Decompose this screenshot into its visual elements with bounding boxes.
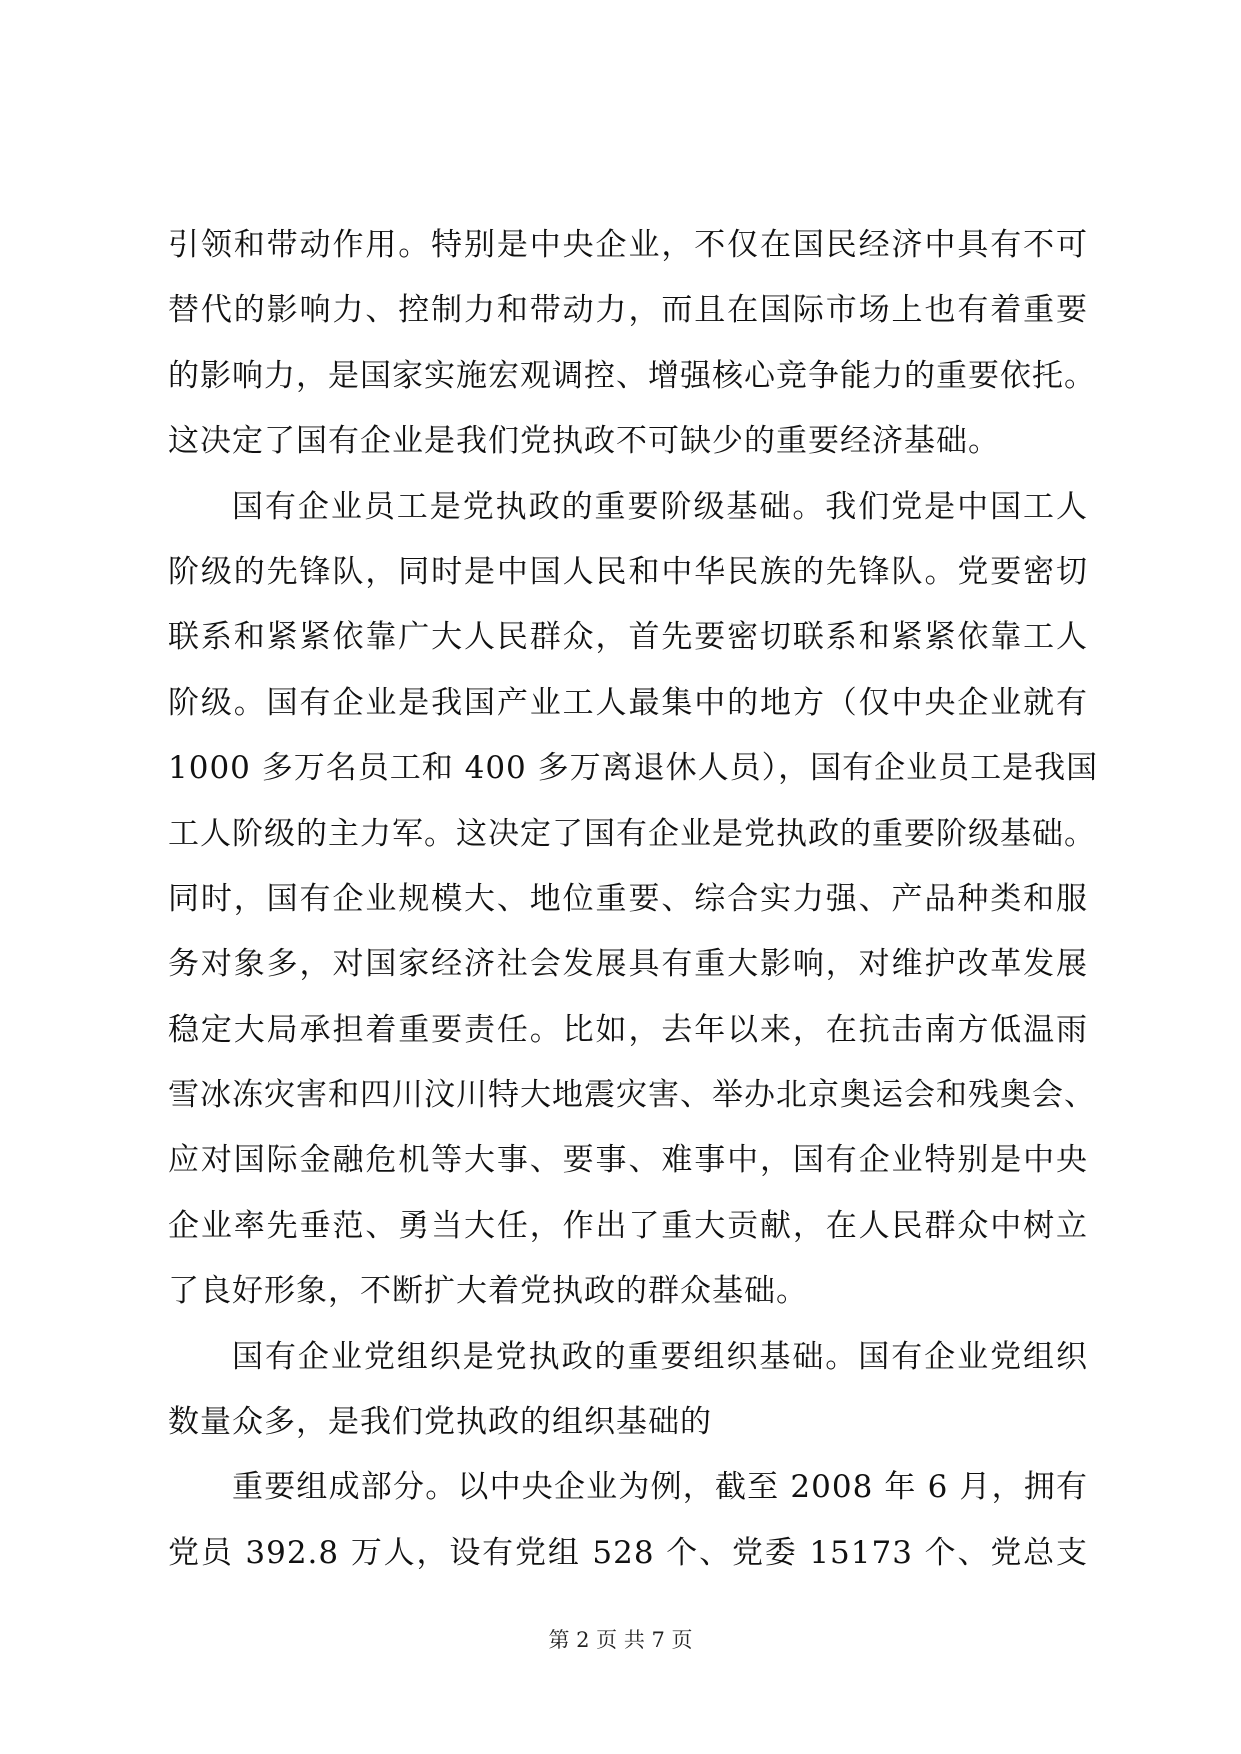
- text-line: 1000 多万名员工和 400 多万离退休人员），国有企业员工是我国: [168, 750, 1099, 787]
- page-footer: 第 2 页 共 7 页: [548, 1628, 693, 1652]
- text-line: 务对象多，对国家经济社会发展具有重大影响，对维护改革发展: [168, 946, 1088, 983]
- text-line: 国有企业党组织是党执政的重要组织基础。国有企业党组织: [232, 1338, 1088, 1375]
- text-line: 了良好形象，不断扩大着党执政的群众基础。: [168, 1273, 808, 1310]
- text-line: 替代的影响力、控制力和带动力，而且在国际市场上也有着重要: [168, 292, 1088, 329]
- document-body: [168, 227, 1099, 1601]
- text-line: 阶级的先锋队，同时是中国人民和中华民族的先锋队。党要密切: [168, 553, 1088, 590]
- text-line: 阶级。国有企业是我国产业工人最集中的地方（仅中央企业就有: [168, 684, 1088, 721]
- text-line: 企业率先垂范、勇当大任，作出了重大贡献，在人民群众中树立: [168, 1207, 1088, 1244]
- text-line: 这决定了国有企业是我们党执政不可缺少的重要经济基础。: [168, 423, 1000, 460]
- text-line: 雪冰冻灾害和四川汶川特大地震灾害、举办北京奥运会和残奥会、: [168, 1077, 1096, 1114]
- text-line: 国有企业员工是党执政的重要阶级基础。我们党是中国工人: [232, 488, 1088, 525]
- text-line: 应对国际金融危机等大事、要事、难事中，国有企业特别是中央: [168, 1142, 1088, 1179]
- text-line: 的影响力，是国家实施宏观调控、增强核心竞争能力的重要依托。: [168, 357, 1096, 394]
- text-line: 工人阶级的主力军。这决定了国有企业是党执政的重要阶级基础。: [168, 815, 1096, 852]
- text-line: 稳定大局承担着重要责任。比如，去年以来，在抗击南方低温雨: [168, 1011, 1088, 1048]
- text-line: 数量众多，是我们党执政的组织基础的: [168, 1404, 712, 1441]
- text-line: 重要组成部分。以中央企业为例，截至 2008 年 6 月，拥有: [232, 1469, 1088, 1506]
- text-line: 引领和带动作用。特别是中央企业，不仅在国民经济中具有不可: [168, 227, 1088, 263]
- text-line: 联系和紧紧依靠广大人民群众，首先要密切联系和紧紧依靠工人: [168, 619, 1088, 656]
- text-line: 党员 392.8 万人，设有党组 528 个、党委 15173 个、党总支: [168, 1534, 1088, 1571]
- text-line: 同时，国有企业规模大、地位重要、综合实力强、产品种类和服: [168, 880, 1088, 917]
